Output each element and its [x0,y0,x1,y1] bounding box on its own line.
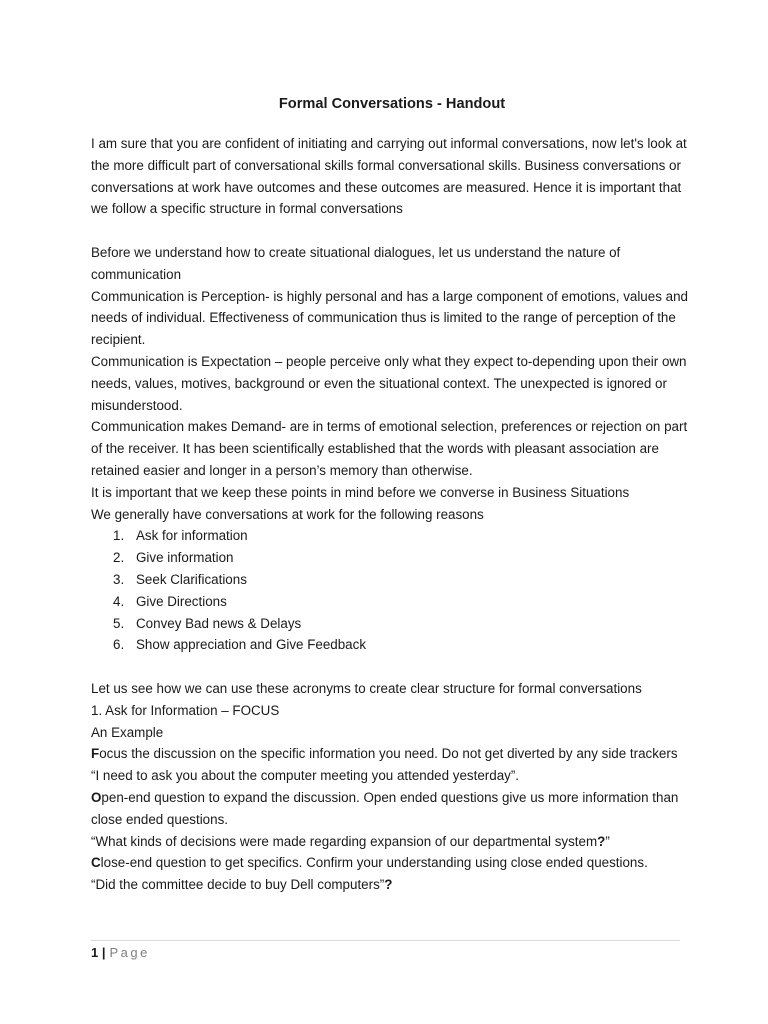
open-initial: O [91,789,102,805]
list-item-text: Seek Clarifications [136,571,247,587]
list-item-number: 6. [113,637,125,653]
paragraph-spacer [91,656,691,678]
list-item-text: Convey Bad news & Delays [136,615,302,631]
example-label: An Example [91,724,164,740]
document-title: Formal Conversations - Handout [278,96,506,112]
focus-text: ocus the discussion on the specific information you need. Do not get diverted by any side trackers [99,746,678,762]
example-quote [91,874,691,896]
section-heading: 1. Ask for Information – FOCUS [91,702,280,718]
list-item-text: Show appreciation and Give Feedback [136,637,367,653]
list-item [91,547,691,569]
demand-paragraph: Communication makes Demand- are in terms of emotional selection, preferences or rejection on part of the receiver. It has been scientifically established that the words with pleasant association are retained easier and longer in a person’s memory than otherwise. [91,419,688,478]
nature-intro-paragraph: Before we understand how to create situational dialogues, let us understand the nature of communication [91,244,621,282]
quote-text: “What kinds of decisions were made regarding expansion of our departmental system [91,833,598,849]
document-body [91,94,691,896]
list-item-text: Give Directions [136,593,227,609]
list-item-text: Ask for information [136,528,248,544]
page-label: Page [109,945,150,960]
list-item-number: 1. [113,528,125,544]
list-item [91,525,691,547]
intro-paragraph: I am sure that you are confident of initiating and carrying out informal conversations, now let's look at the more difficult part of conversational skills formal conversational skills. Business conversations or conversations at work have outcomes and these outcomes are measured. Hence it is important that we follow a specific structure in formal conversations [91,136,687,217]
list-item [91,613,691,635]
focus-paragraph [91,743,691,765]
list-item-number: 2. [113,550,125,566]
reasons-intro: We generally have conversations at work for the following reasons [91,506,484,522]
example-quote: “I need to ask you about the computer meeting you attended yesterday”. [91,768,520,784]
close-paragraph [91,852,691,874]
focus-initial: F [91,746,100,762]
open-paragraph [91,787,691,831]
page-footer [91,940,680,963]
page-number: 1 [91,945,99,960]
expectation-paragraph: Communication is Expectation – people perceive only what they expect to-depending upon their own needs, values, motives, background or even the situational context. The unexpected is ignored or misunderstood. [91,353,687,413]
list-item [91,591,691,613]
list-item [91,569,691,591]
quote-close-mark: ” [605,833,610,849]
quote-question-mark: ? [384,877,393,893]
open-text: pen-end question to expand the discussion. Open ended questions give us more information than close ended questions. [91,789,679,827]
list-item [91,634,691,656]
acronyms-intro: Let us see how we can use these acronyms to create clear structure for formal conversations [91,680,642,696]
list-item-number: 5. [113,615,125,631]
list-item-number: 3. [113,571,125,587]
footer-separator: | [101,945,106,960]
list-item-text: Give information [136,550,234,566]
perception-paragraph: Communication is Perception- is highly personal and has a large component of emotions, values and needs of individual. Effectiveness of communication thus is limited to the range of perception of the recipient. [91,288,688,348]
example-quote [91,831,691,853]
reasons-list [91,525,691,656]
close-initial: C [91,855,101,871]
important-paragraph: It is important that we keep these points in mind before we converse in Business Situations [91,484,630,500]
paragraph-spacer [91,220,691,242]
quote-question-mark: ? [597,833,606,849]
close-text: lose-end question to get specifics. Confirm your understanding using close ended questions. [100,855,648,871]
quote-text: “Did the committee decide to buy Dell computers” [91,877,385,893]
list-item-number: 4. [113,593,125,609]
